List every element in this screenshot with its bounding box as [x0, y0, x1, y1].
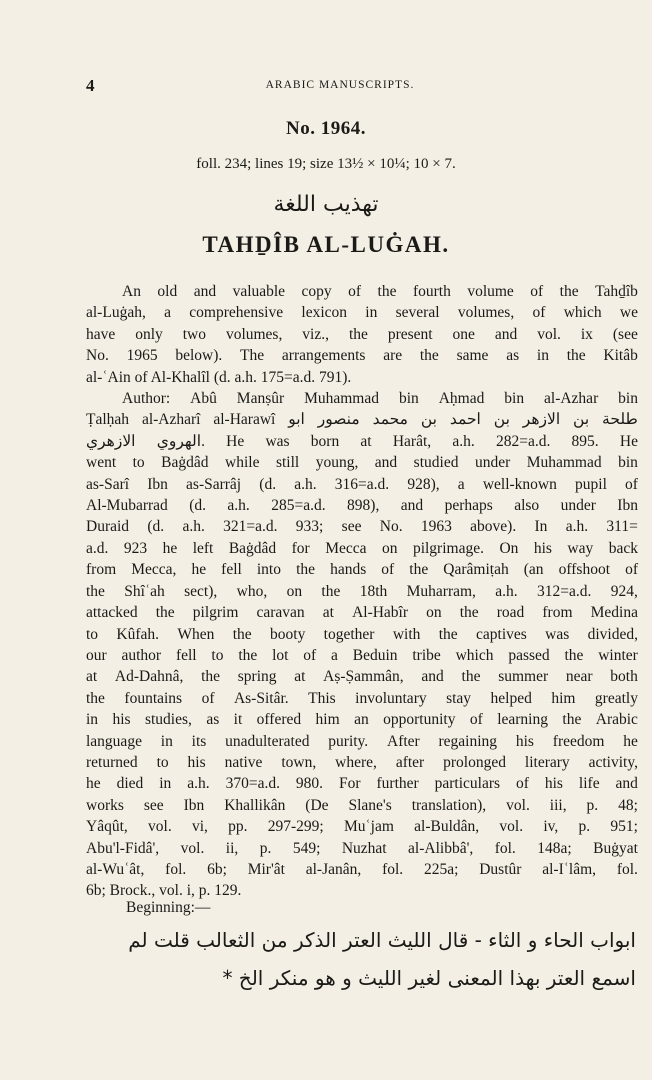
running-header	[86, 76, 594, 98]
text-line: Al-Mubarrad (d. a.h. 285=a.d. 898), and perhaps also under Ibn	[86, 497, 638, 515]
text-line: he died in a.h. 370=a.d. 980. For further particulars of his life and	[86, 775, 638, 793]
text-line: our author fell to the lot of a Beduin tribe which passed the winter	[86, 646, 638, 664]
beginning-label: Beginning:—	[126, 899, 211, 916]
description-text	[86, 281, 638, 902]
text-line: from Mecca, he fell into the hands of the Qarâmiṭah (an offshoot of	[86, 561, 638, 579]
text-line: the fountains of As-Sitâr. This involuntary stay helped him greatly	[86, 689, 638, 707]
text-line: Ṭalḥah al-Azharî al-Harawî ابو منصور محمد بن احمد بن الازهر بن طلحة	[86, 411, 638, 429]
beginning-arabic-line: اسمع العتر بهذا المعنى لغير الليث و هو منكر الخ *	[222, 966, 636, 990]
text-line: as-Sarî Ibn as-Sarrâj (d. a.h. 316=a.d. 928), a well-known pupil of	[86, 475, 638, 493]
text-line: returned to his native town, where, after prolonged literary activity,	[86, 753, 638, 771]
text-line: 6b; Brock., vol. i, p. 129.	[86, 882, 242, 900]
text-line: in his studies, as it offered him an opportunity of learning the Arabic	[86, 711, 638, 729]
text-line: Abu'l-Fidâ', vol. ii, p. 549; Nuzhat al-Alibbâ', fol. 148a; Buġyat	[86, 839, 638, 857]
page-number: 4	[86, 76, 95, 95]
text-line: An old and valuable copy of the fourth volume of the Tahḏîb	[122, 283, 638, 300]
text-line: al-ʿAin of Al-Khalîl (d. a.h. 175=a.d. 791).	[86, 368, 352, 386]
text-line: No. 1965 below). The arrangements are the same as in the Kitâb	[86, 347, 638, 365]
running-title: ARABIC MANUSCRIPTS.	[265, 79, 415, 91]
text-line: al-Luġah, a comprehensive lexicon in several volumes, of which we	[86, 304, 638, 322]
beginning-arabic-line: ابواب الحاء و الثاء - قال الليث العتر الذكر من الثعالب قلت لم	[128, 928, 636, 952]
text-line: Yâqût, vol. vi, pp. 297-299; Muʿjam al-Buldân, vol. iv, p. 951;	[86, 818, 638, 836]
entry-number: No. 1964.	[286, 118, 366, 139]
arabic-title: تهذيب اللغة	[273, 192, 379, 217]
text-line: to Kûfah. When the booty together with the captives was divided,	[86, 625, 638, 643]
manuscript-specs: foll. 234; lines 19; size 13½ × 10¼; 10 × 7.	[196, 156, 456, 172]
text-line: Duraid (d. a.h. 321=a.d. 933; see No. 1963 above). In a.h. 311=	[86, 518, 638, 536]
text-line: the Shîʿah sect), who, on the 18th Muharram, a.h. 312=a.d. 924,	[86, 582, 638, 600]
text-line: attacked the pilgrim caravan at Al-Habîr on the road from Medina	[86, 604, 638, 622]
text-line: works see Ibn Khallikân (De Slane's translation), vol. iii, p. 48;	[86, 796, 638, 814]
text-line: al-Wuʿât, fol. 6b; Mir'ât al-Janân, fol. 225a; Dustûr al-Iʿlâm, fol.	[86, 860, 638, 878]
text-line: Author: Abû Manṣûr Muhammad bin Aḥmad bin al-Azhar bin	[122, 390, 638, 408]
text-line: have only two volumes, viz., the present one and vol. ix (see	[86, 325, 638, 343]
work-title: TAHḎÎB AL-LUĠAH.	[202, 232, 450, 257]
text-line: went to Baġdâd while still young, and studied under Muhammad bin	[86, 454, 638, 472]
text-line: الازهري الهروي. He was born at Harât, a.h. 282=a.d. 895. He	[86, 432, 638, 450]
text-line: a.d. 923 he left Baġdâd for Mecca on pilgrimage. On his way back	[86, 539, 638, 557]
text-line: language in its unadulterated purity. After regaining his freedom he	[86, 732, 638, 750]
text-line: at Ad-Dahnâ, the spring at Aṣ-Ṣammân, and the summer near both	[86, 668, 638, 686]
